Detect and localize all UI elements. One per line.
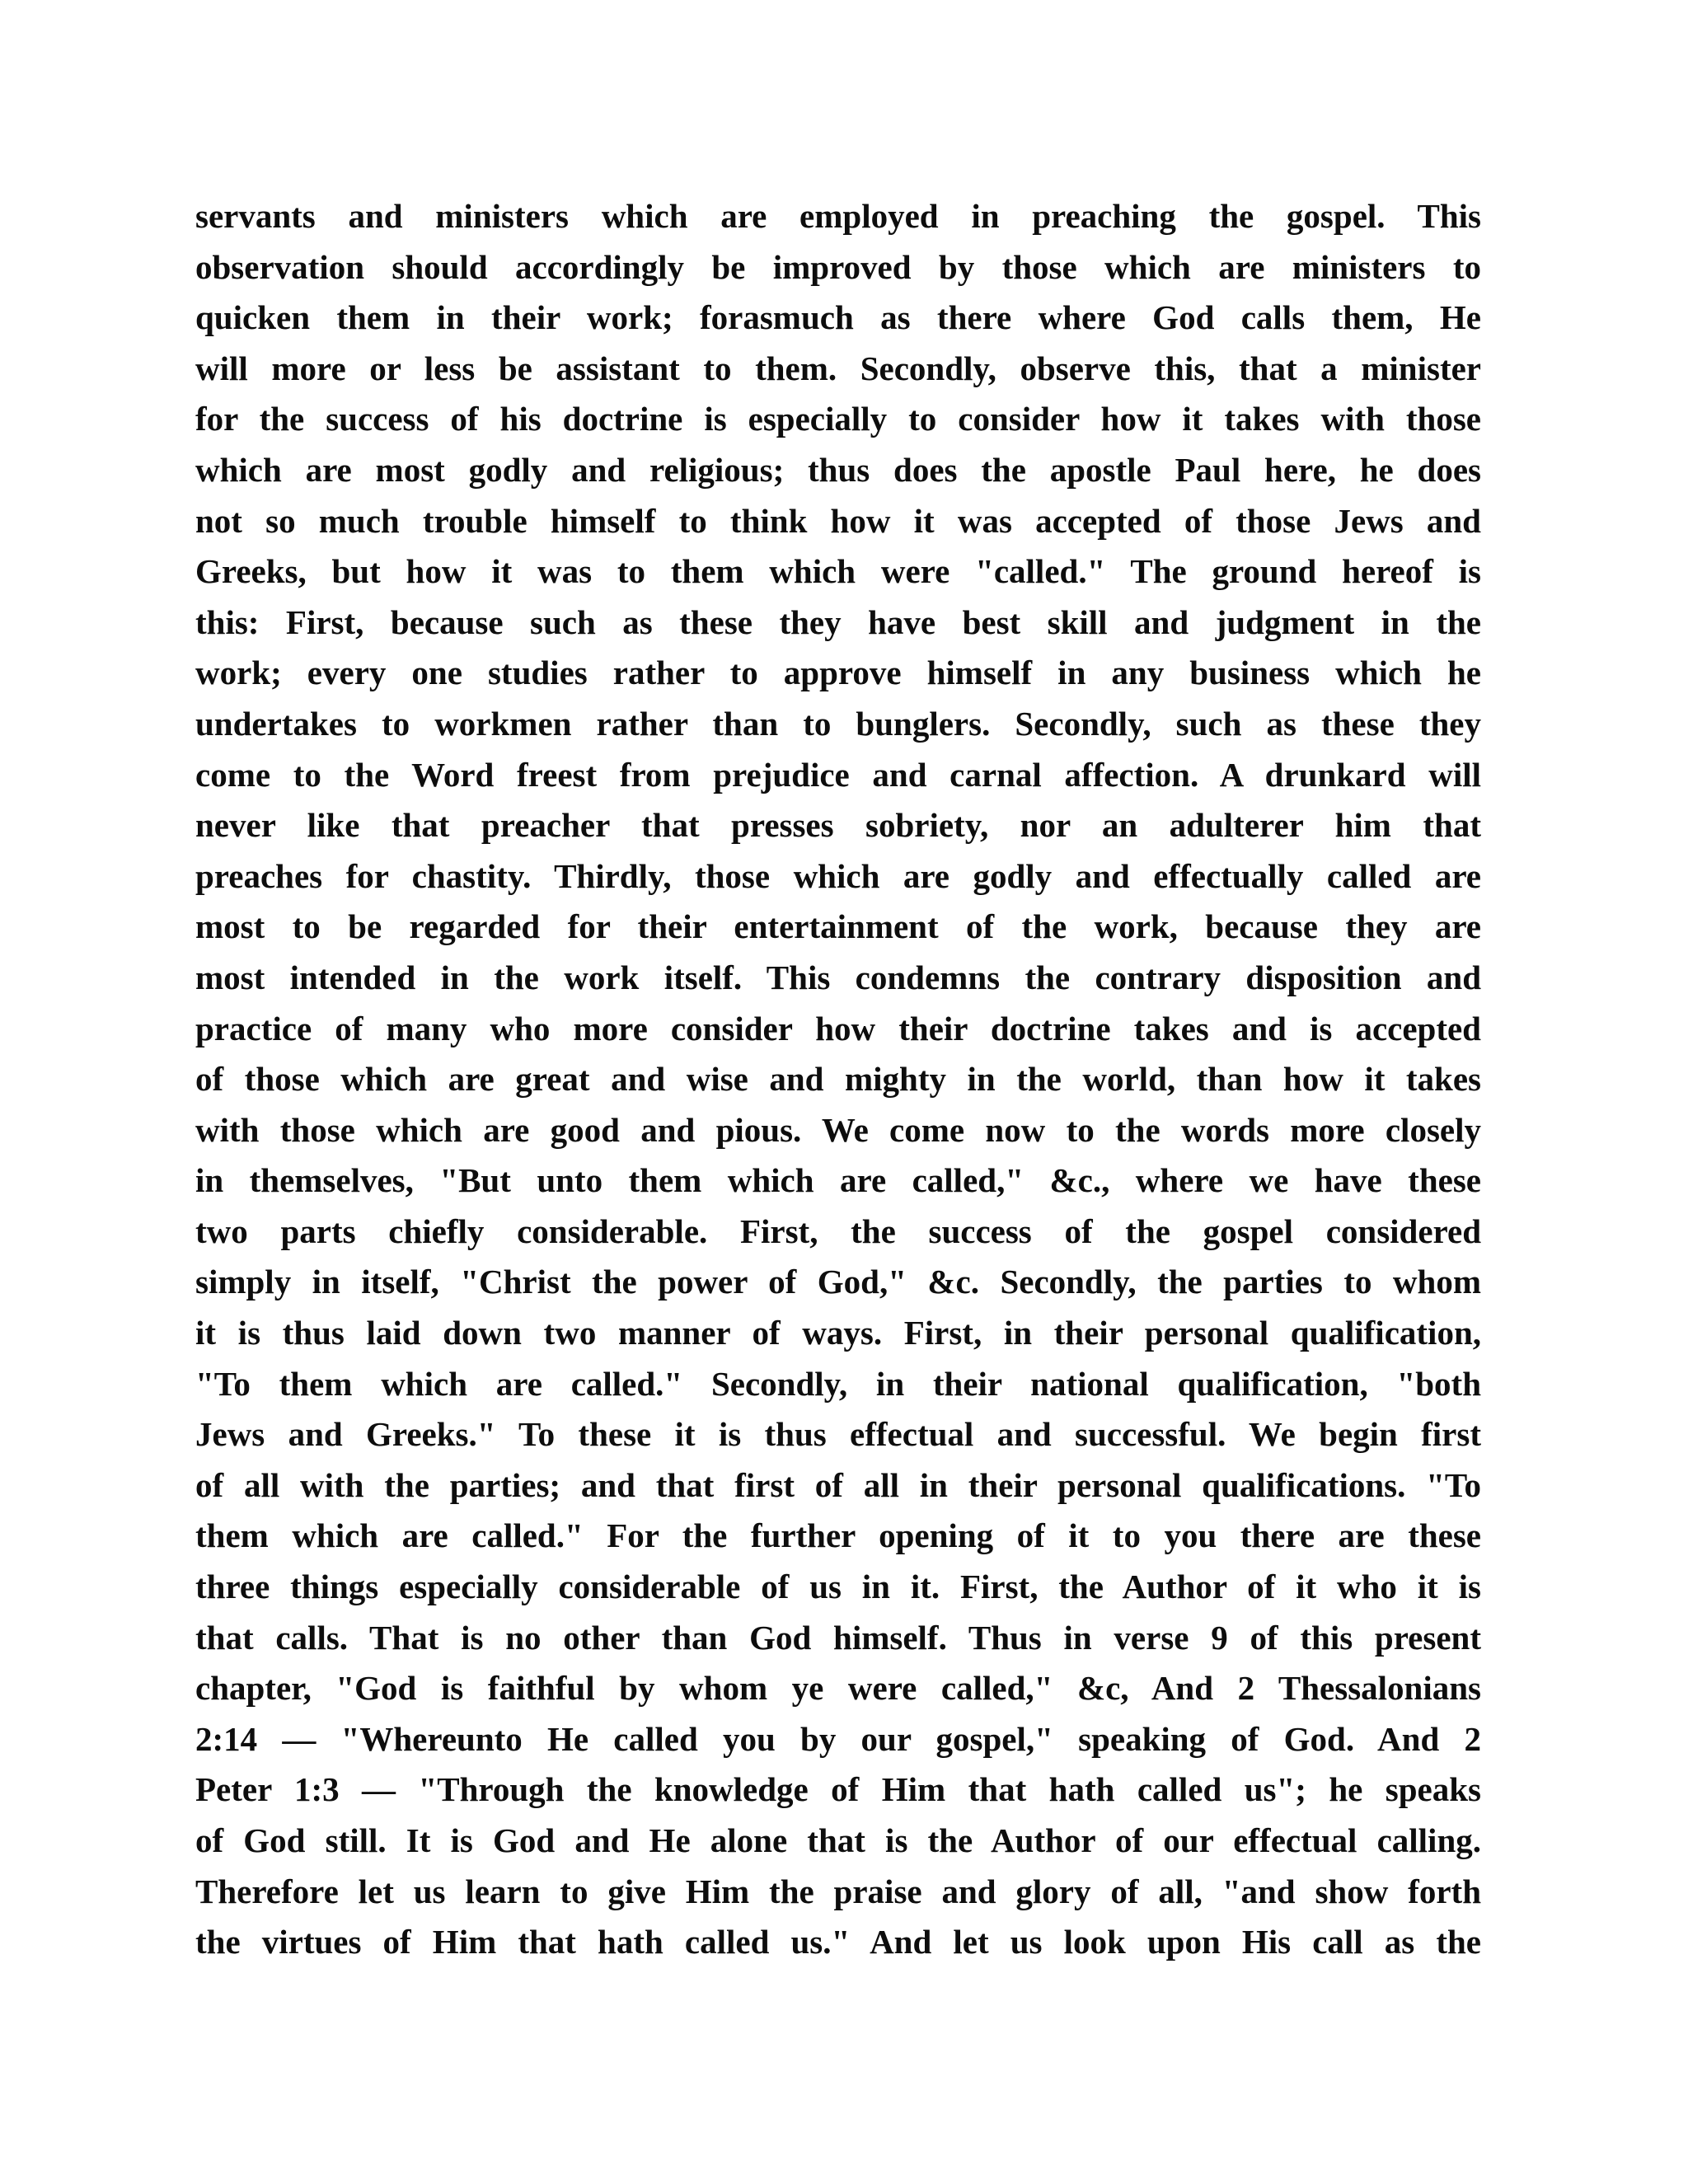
text-line-24: "To them which are called." Secondly, in their national qualification, "both [195,1364,1481,1403]
text-line-3: quicken them in their work; forasmuch as there where God calls them, He [195,298,1481,337]
text-line-13: never like that preacher that presses sobriety, nor an adulterer him that [195,806,1481,845]
text-line-23: it is thus laid down two manner of ways. First, in their personal qualification, [195,1314,1481,1352]
text-line-8: Greeks, but how it was to them which were "called." The ground hereof is [195,552,1481,591]
text-line-20: in themselves, "But unto them which are called," &c., where we have these [195,1161,1481,1200]
body-text [195,191,1481,1968]
text-line-10: work; every one studies rather to approve himself in any business which he [195,654,1481,692]
text-line-12: come to the Word freest from prejudice and carnal affection. A drunkard will [195,755,1481,794]
text-line-11: undertakes to workmen rather than to bunglers. Secondly, such as these they [195,704,1481,743]
text-line-5: for the success of his doctrine is especially to consider how it takes with those [195,400,1481,438]
text-line-35: the virtues of Him that hath called us." And let us look upon His call as the [195,1923,1481,1961]
text-line-7: not so much trouble himself to think how it was accepted of those Jews and [195,501,1481,540]
text-line-14: preaches for chastity. Thirdly, those which are godly and effectually called are [195,856,1481,895]
text-line-34: Therefore let us learn to give Him the praise and glory of all, "and show forth [195,1872,1481,1910]
text-line-18: of those which are great and wise and mighty in the world, than how it takes [195,1060,1481,1099]
text-line-16: most intended in the work itself. This condemns the contrary disposition and [195,958,1481,996]
text-line-29: that calls. That is no other than God himself. Thus in verse 9 of this present [195,1618,1481,1657]
text-line-27: them which are called." For the further opening of it to you there are these [195,1516,1481,1555]
text-line-28: three things especially considerable of us in it. First, the Author of it who it is [195,1568,1481,1606]
text-line-22: simply in itself, "Christ the power of God," &c. Secondly, the parties to whom [195,1263,1481,1301]
text-line-30: chapter, "God is faithful by whom ye were called," &c, And 2 Thessalonians [195,1669,1481,1708]
text-line-26: of all with the parties; and that first of all in their personal qualifications. "To [195,1465,1481,1504]
text-line-25: Jews and Greeks." To these it is thus effectual and successful. We begin first [195,1415,1481,1454]
text-line-15: most to be regarded for their entertainment of the work, because they are [195,907,1481,946]
text-line-19: with those which are good and pious. We come now to the words more closely [195,1110,1481,1149]
text-line-6: which are most godly and religious; thus does the apostle Paul here, he does [195,450,1481,489]
text-line-2: observation should accordingly be improved by those which are ministers to [195,247,1481,286]
text-line-4: will more or less be assistant to them. Secondly, observe this, that a minister [195,349,1481,387]
text-line-1: servants and ministers which are employed in preaching the gospel. This [195,197,1481,235]
text-line-21: two parts chiefly considerable. First, the success of the gospel considered [195,1212,1481,1250]
text-line-31: 2:14 — "Whereunto He called you by our gospel," speaking of God. And 2 [195,1719,1481,1758]
text-line-17: practice of many who more consider how their doctrine takes and is accepted [195,1009,1481,1047]
text-line-33: of God still. It is God and He alone that is the Author of our effectual calling. [195,1821,1481,1859]
text-line-9: this: First, because such as these they have best skill and judgment in the [195,602,1481,641]
text-line-32: Peter 1:3 — "Through the knowledge of Him that hath called us"; he speaks [195,1770,1481,1809]
